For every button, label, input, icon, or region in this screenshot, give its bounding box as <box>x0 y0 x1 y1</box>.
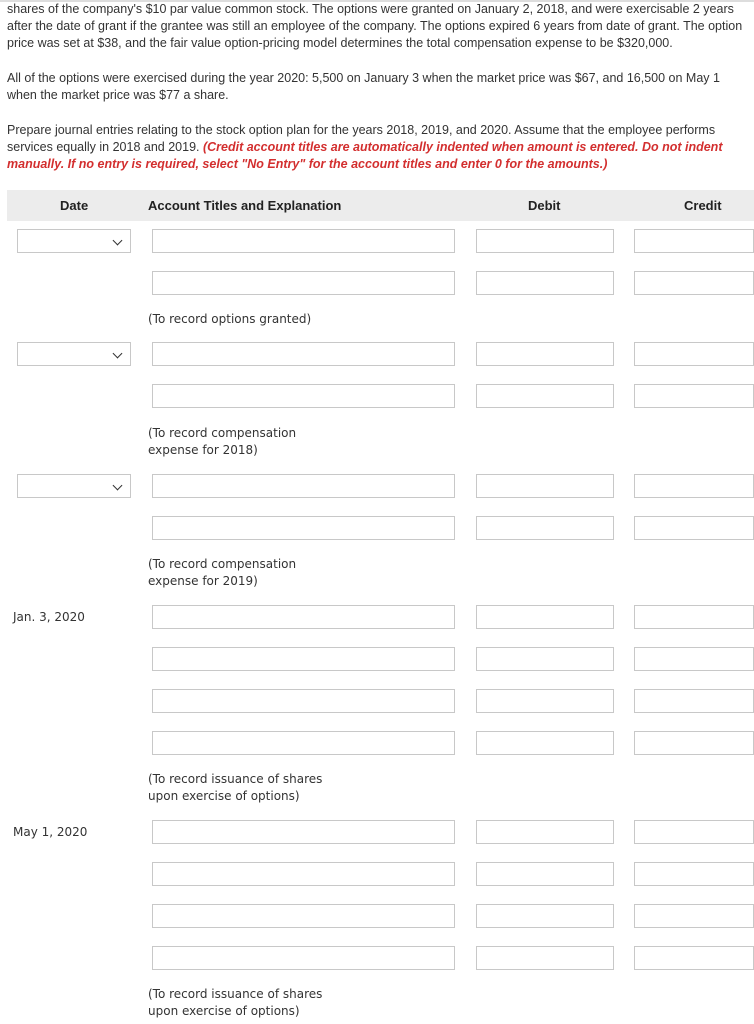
account-input-entry-5-row-1[interactable] <box>152 820 455 844</box>
account-input-entry-1-row-2[interactable] <box>152 271 455 295</box>
entry-3-memo: (To record compensation expense for 2019) <box>148 557 297 588</box>
debit-input-entry-5-row-3[interactable] <box>476 904 614 928</box>
date-select-entry-3[interactable] <box>17 474 131 498</box>
credit-input-entry-2-row-2[interactable] <box>634 384 754 408</box>
debit-input-entry-4-row-2[interactable] <box>476 647 614 671</box>
header-account-titles: Account Titles and Explanation <box>148 198 342 213</box>
credit-input-entry-3-row-2[interactable] <box>634 516 754 540</box>
debit-input-entry-4-row-3[interactable] <box>476 689 614 713</box>
credit-input-entry-4-row-3[interactable] <box>634 689 754 713</box>
debit-input-entry-5-row-2[interactable] <box>476 862 614 886</box>
credit-input-entry-5-row-1[interactable] <box>634 820 754 844</box>
header-date: Date <box>60 198 89 213</box>
entry-5-date: May 1, 2020 <box>13 825 88 839</box>
debit-input-entry-4-row-1[interactable] <box>476 605 614 629</box>
credit-input-entry-1-row-1[interactable] <box>634 229 754 253</box>
credit-input-entry-1-row-2[interactable] <box>634 271 754 295</box>
credit-input-entry-4-row-2[interactable] <box>634 647 754 671</box>
instructions-note: (Credit account titles are automatically indented when amount is entered. Do not indent manually. If no entry is required, select "No Entry" for the account titles and enter 0 for the amounts.) <box>7 140 723 171</box>
entry-5-memo: (To record issuance of shares upon exercise of options) <box>148 987 323 1018</box>
entry-4-memo: (To record issuance of shares upon exercise of options) <box>148 772 323 803</box>
credit-input-entry-2-row-1[interactable] <box>634 342 754 366</box>
credit-input-entry-5-row-3[interactable] <box>634 904 754 928</box>
date-select-entry-2[interactable] <box>17 342 131 366</box>
problem-paragraph-2: All of the options were exercised during the year 2020: 5,500 on January 3 when the market price was $67, and 16,500 on May 1 when the market price was $77 a share. <box>7 71 720 102</box>
account-input-entry-4-row-4[interactable] <box>152 731 455 755</box>
account-input-entry-5-row-3[interactable] <box>152 904 455 928</box>
account-input-entry-1-row-1[interactable] <box>152 229 455 253</box>
debit-input-entry-2-row-2[interactable] <box>476 384 614 408</box>
date-select-entry-1[interactable] <box>17 229 131 253</box>
journal-table-header <box>7 190 754 221</box>
credit-input-entry-3-row-1[interactable] <box>634 474 754 498</box>
problem-paragraph-1: shares of the company's $10 par value common stock. The options were granted on January 2, 2018, and were exercisable 2 years after the date of grant if the grantee was still an employee of the company. The options expired 6 years from date of grant. The option price was set at $38, and the fair value option-pricing model determines the total compensation expense to be $320,000. <box>7 2 743 50</box>
account-input-entry-3-row-1[interactable] <box>152 474 455 498</box>
credit-input-entry-5-row-4[interactable] <box>634 946 754 970</box>
header-debit: Debit <box>528 198 561 213</box>
credit-input-entry-5-row-2[interactable] <box>634 862 754 886</box>
entry-2-memo: (To record compensation expense for 2018) <box>148 426 297 457</box>
problem-instructions <box>7 122 747 173</box>
entry-1-memo: (To record options granted) <box>148 312 312 326</box>
debit-input-entry-3-row-1[interactable] <box>476 474 614 498</box>
account-input-entry-3-row-2[interactable] <box>152 516 455 540</box>
debit-input-entry-1-row-2[interactable] <box>476 271 614 295</box>
header-credit: Credit <box>684 198 722 213</box>
account-input-entry-2-row-1[interactable] <box>152 342 455 366</box>
instructions-text: Prepare journal entries relating to the stock option plan for the years 2018, 2019, and 2020. Assume that the employee performs services equally in 2018 and 2019. <box>7 123 716 154</box>
account-input-entry-2-row-2[interactable] <box>152 384 455 408</box>
account-input-entry-4-row-1[interactable] <box>152 605 455 629</box>
debit-input-entry-4-row-4[interactable] <box>476 731 614 755</box>
account-input-entry-5-row-4[interactable] <box>152 946 455 970</box>
entry-4-date: Jan. 3, 2020 <box>13 610 85 624</box>
debit-input-entry-5-row-1[interactable] <box>476 820 614 844</box>
debit-input-entry-1-row-1[interactable] <box>476 229 614 253</box>
account-input-entry-5-row-2[interactable] <box>152 862 455 886</box>
account-input-entry-4-row-3[interactable] <box>152 689 455 713</box>
credit-input-entry-4-row-4[interactable] <box>634 731 754 755</box>
account-input-entry-4-row-2[interactable] <box>152 647 455 671</box>
debit-input-entry-5-row-4[interactable] <box>476 946 614 970</box>
credit-input-entry-4-row-1[interactable] <box>634 605 754 629</box>
debit-input-entry-2-row-1[interactable] <box>476 342 614 366</box>
debit-input-entry-3-row-2[interactable] <box>476 516 614 540</box>
